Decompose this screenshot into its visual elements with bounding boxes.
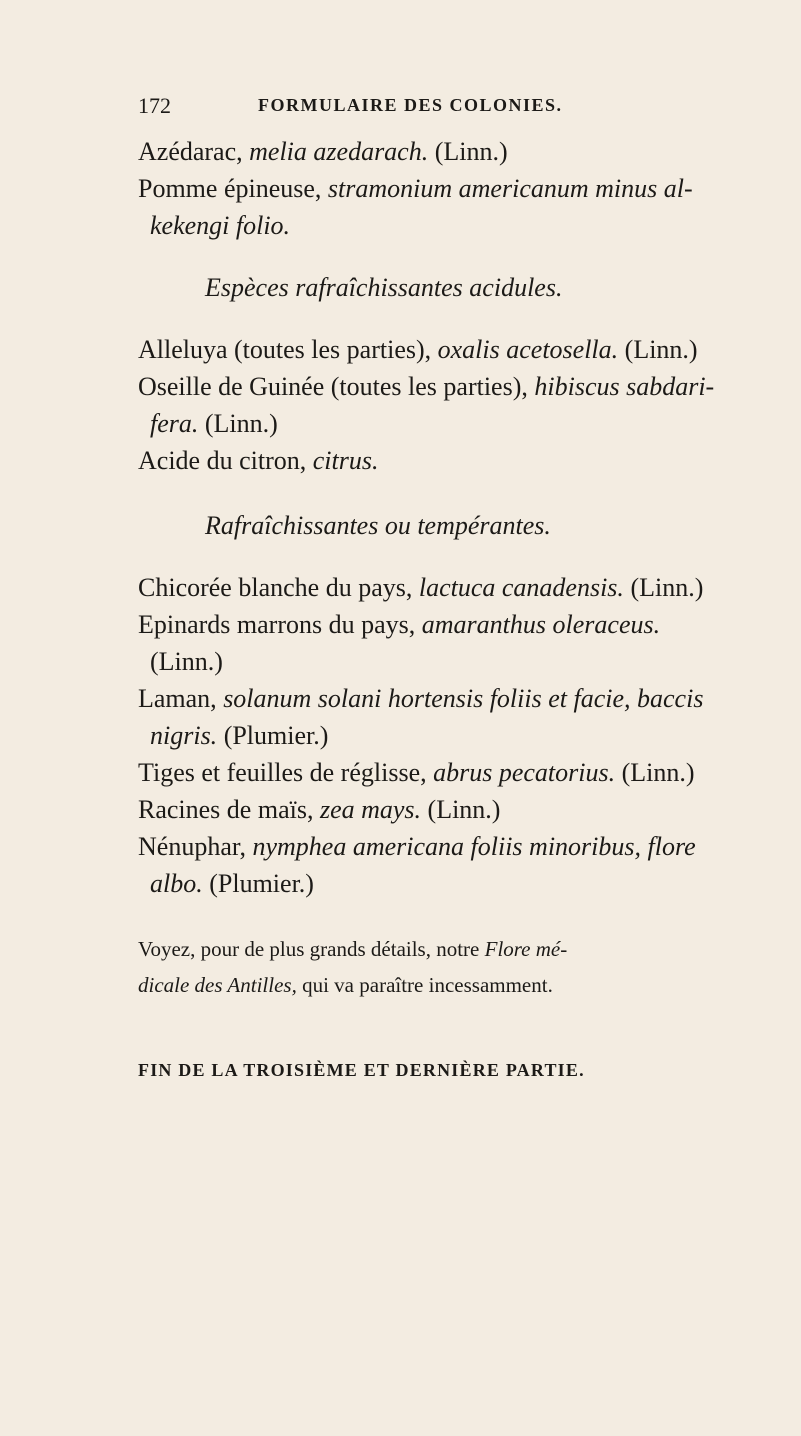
note-book-title: dicale des Antilles, (138, 973, 297, 997)
entry-continuation (150, 868, 314, 900)
entry-authority: (Plumier.) (217, 721, 329, 750)
note-text: Voyez, pour de plus grands détails, notre (138, 937, 485, 961)
section-heading-text: Espèces rafraîchissantes acidules. (205, 273, 563, 302)
entry-authority: (Linn.) (428, 137, 508, 166)
entry-latin-name: amaranthus oleraceus. (421, 610, 661, 639)
entry-latin-name: stramonium americanum minus al- (327, 174, 693, 203)
note-paragraph-continuation (138, 969, 553, 1001)
entry-authority: (Linn.) (198, 409, 278, 438)
note-text: qui va paraître incessamment. (296, 973, 553, 997)
entry-latin-name: kekengi folio. (150, 211, 291, 240)
entry-azedarac (138, 136, 508, 168)
section-heading-temperantes (205, 510, 551, 542)
entry-authority: (Linn.) (615, 758, 695, 787)
entry-reglisse (138, 757, 695, 789)
entry-latin-name: nymphea americana foliis minoribus, flore (252, 832, 696, 861)
entry-authority: (Linn.) (623, 573, 704, 602)
entry-continuation (150, 720, 328, 752)
entry-common-name: Nénuphar, (138, 832, 253, 861)
entry-latin-name: zea mays. (319, 795, 422, 824)
entry-common-name: Chicorée blanche du pays, (138, 573, 419, 602)
entry-chicoree (138, 572, 703, 604)
entry-common-name: Laman, (138, 684, 224, 713)
entry-latin-name: fera. (150, 409, 199, 438)
page-header (138, 93, 698, 123)
entry-continuation (150, 408, 278, 440)
entry-latin-name: citrus. (312, 446, 379, 475)
entry-mais (138, 794, 500, 826)
page-number: 172 (138, 93, 171, 118)
section-heading-acidules (205, 272, 562, 304)
entry-pomme-epineuse (138, 173, 693, 205)
entry-latin-name: albo. (150, 869, 203, 898)
entry-authority: (Linn.) (150, 647, 223, 676)
section-heading-text: Rafraîchissantes ou tempérantes. (205, 511, 551, 540)
entry-latin-name: nigris. (150, 721, 218, 750)
entry-authority: (Plumier.) (202, 869, 314, 898)
entry-common-name: Acide du citron, (138, 446, 313, 475)
entry-alleluya (138, 334, 698, 366)
entry-common-name: Pomme épineuse, (138, 174, 328, 203)
note-book-title: Flore mé- (484, 937, 568, 961)
entry-common-name: Racines de maïs, (138, 795, 320, 824)
note-paragraph (138, 933, 567, 965)
entry-common-name: Alleluya (toutes les parties), (138, 335, 438, 364)
entry-latin-name: lactuca canadensis. (418, 573, 624, 602)
entry-latin-name: solanum solani hortensis foliis et facie, baccis (223, 684, 704, 713)
entry-nenuphar (138, 831, 696, 863)
entry-latin-name: oxalis acetosella. (437, 335, 619, 364)
end-of-part-note: FIN DE LA TROISIÈME ET DERNIÈRE PARTIE. (138, 1060, 585, 1080)
entry-acide-citron (138, 445, 378, 477)
entry-authority: (Linn.) (618, 335, 698, 364)
entry-continuation (150, 646, 223, 678)
entry-epinards (138, 609, 660, 641)
entry-latin-name: abrus pecatorius. (433, 758, 616, 787)
entry-laman (138, 683, 703, 715)
entry-common-name: Epinards marrons du pays, (138, 610, 422, 639)
entry-common-name: Azédarac, (138, 137, 250, 166)
entry-latin-name: melia azedarach. (249, 137, 429, 166)
entry-common-name: Tiges et feuilles de réglisse, (138, 758, 434, 787)
entry-continuation (150, 210, 290, 242)
entry-common-name: Oseille de Guinée (toutes les parties), (138, 372, 535, 401)
entry-latin-name: hibiscus sabdari- (534, 372, 715, 401)
entry-oseille (138, 371, 714, 403)
running-head: FORMULAIRE DES COLONIES. (258, 95, 563, 115)
entry-authority: (Linn.) (421, 795, 501, 824)
